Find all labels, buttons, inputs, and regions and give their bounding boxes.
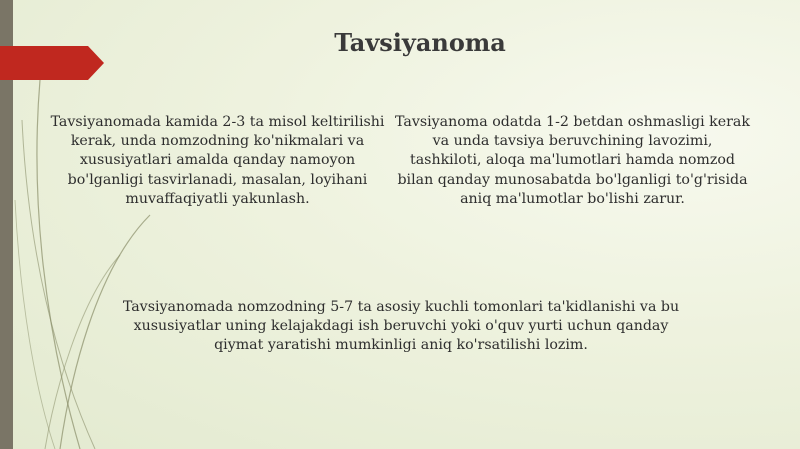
paragraph-left: Tavsiyanomada kamida 2-3 ta misol keltirilishi kerak, unda nomzodning ko'nikmalari va xususiyatlari amalda qanday namoyon bo'lganligi tasvirlanadi, masalan, loyihani muvaffaqiyatli yakunlash.: [50, 114, 385, 207]
slide-title: Tavsiyanoma: [334, 28, 506, 57]
red-arrow-accent: [0, 46, 104, 80]
paragraph-bottom: Tavsiyanomada nomzodning 5-7 ta asosiy kuchli tomonlari ta'kidlanishi va bu xususiyatlar uning kelajakdagi ish beruvchi yoki o'quv yurti uchun qanday qiymat yaratishi mumkinligi aniq ko'rsatilishi lozim.: [122, 299, 680, 354]
paragraph-right: Tavsiyanoma odatda 1-2 betdan oshmasligi kerak va unda tavsiya beruvchining lavozimi, tashkiloti, aloqa ma'lumotlari hamda nomzod bilan qanday munosabatda bo'lganligi to'g'risida aniq ma'lumotlar bo'lishi zarur.: [395, 114, 750, 207]
